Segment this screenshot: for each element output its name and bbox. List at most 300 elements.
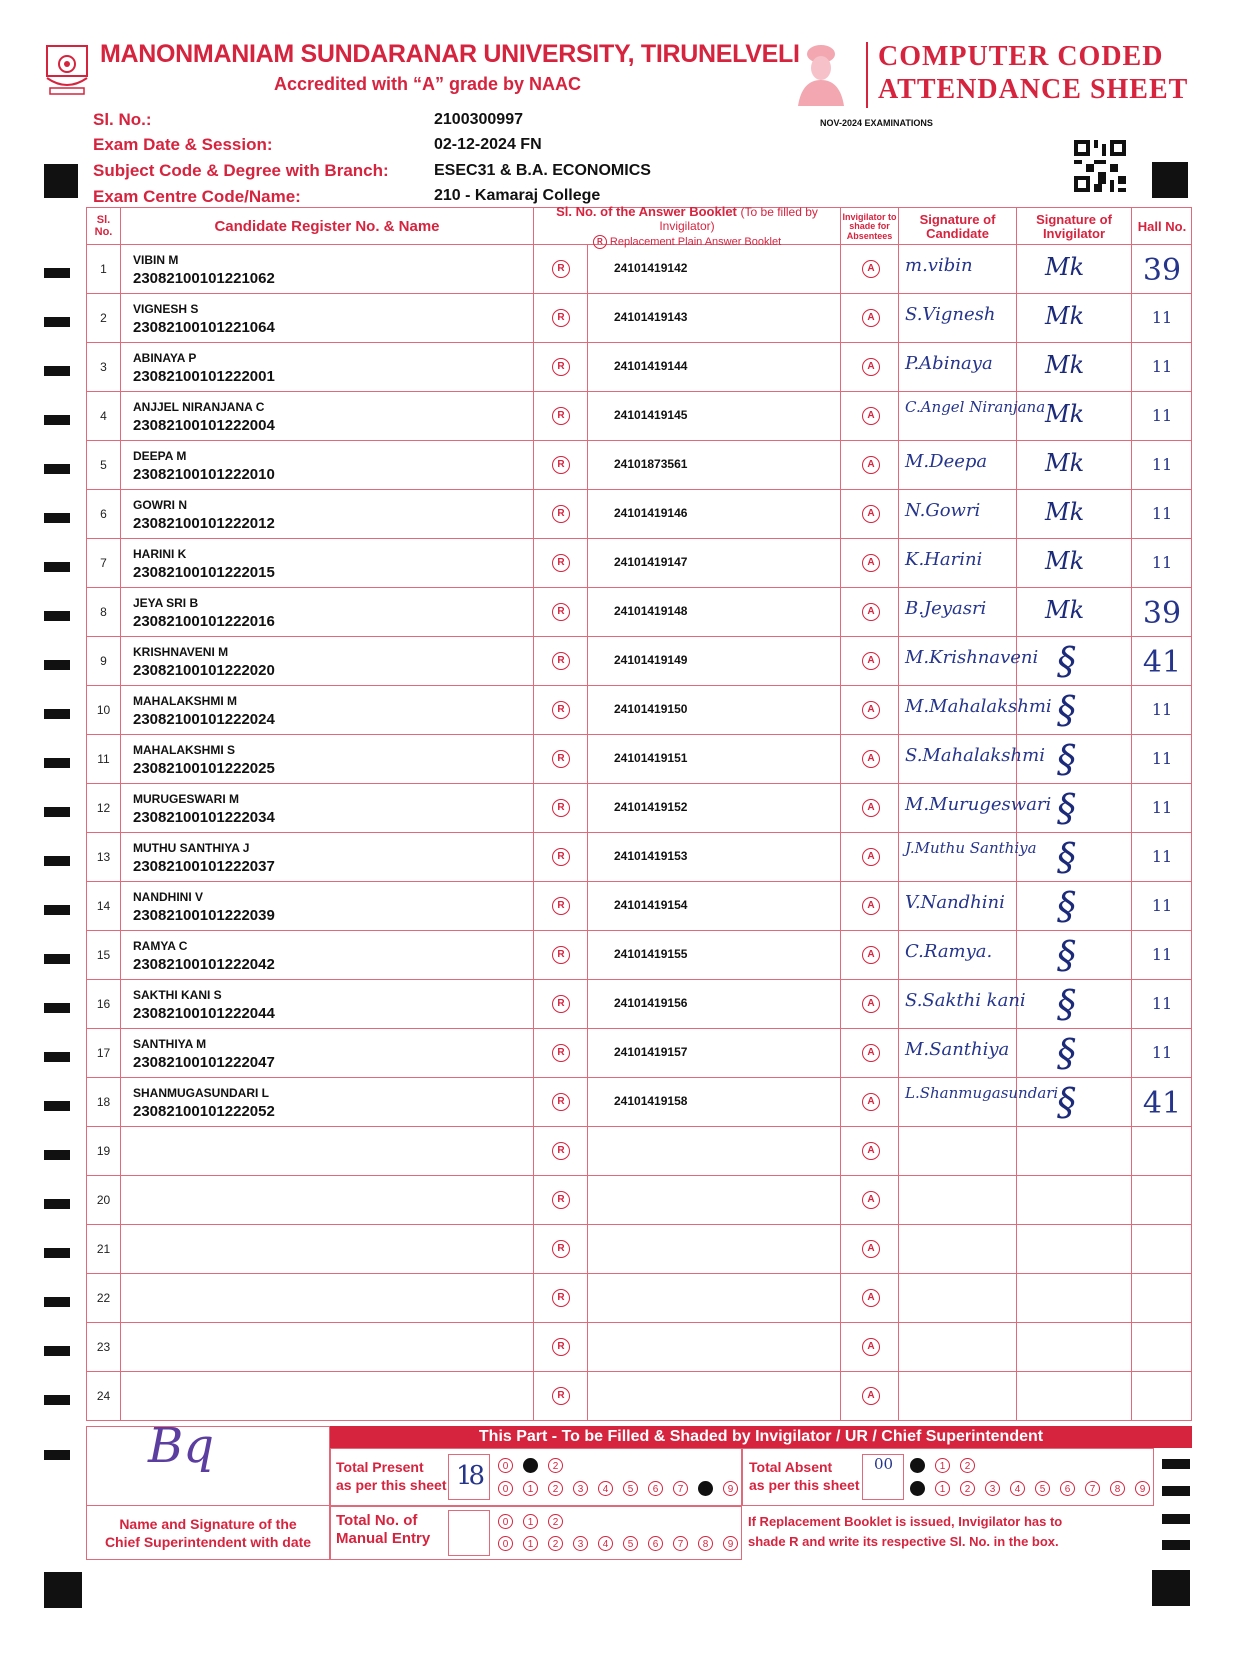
candidate-register-no: 23082100101221062 [133,270,275,287]
row-sl: 11 [87,735,121,783]
header-booklet-note: (To be filled by Invigilator) [659,205,818,233]
candidate-signature: C.Ramya. [905,941,993,962]
row-sl: 20 [87,1176,121,1224]
timing-mark [44,1248,70,1258]
centre-label: Exam Centre Code/Name: [93,187,301,206]
timing-mark [1162,1486,1190,1496]
row-sl: 2 [87,294,121,342]
digit-bubble[interactable]: 9 [1135,1481,1150,1496]
digit-bubble[interactable]: 8 [1110,1481,1125,1496]
absentee-bubble[interactable]: A [862,799,880,817]
replacement-bubble[interactable]: R [552,1191,570,1209]
digit-bubble[interactable]: 7 [673,1536,688,1551]
replacement-bubble[interactable]: R [552,897,570,915]
candidate-name: GOWRI N [133,498,187,512]
replacement-note-line-1: If Replacement Booklet is issued, Invigilator has to [748,1514,1063,1529]
candidate-signature: V.Nandhini [905,892,1005,913]
total-absent-title: Total Absent [749,1459,833,1475]
booklet-number: 24101419144 [614,359,688,373]
total-absent-sub: as per this sheet [749,1477,860,1493]
replacement-bubble[interactable]: R [552,407,570,425]
candidate-name: HARINI K [133,547,187,561]
hall-number: 11 [1151,896,1173,915]
hall-cell [1132,1176,1192,1224]
timing-mark [44,513,70,523]
digit-bubble[interactable]: 1 [523,1458,538,1473]
footer-title-bar: This Part - To be Filled & Shaded by Invigilator / UR / Chief Superintendent [330,1426,1192,1448]
candidate-register-no: 23082100101222047 [133,1054,275,1071]
hall-cell [1132,1323,1192,1371]
replacement-bubble[interactable]: R [552,1387,570,1405]
absentee-bubble[interactable]: A [862,603,880,621]
corner-mark [1152,1570,1190,1606]
row-sl: 12 [87,784,121,832]
timing-mark [44,1346,70,1356]
booklet-number: 24101419154 [614,898,688,912]
header-divider [866,42,868,108]
digit-bubble[interactable]: 3 [985,1481,1000,1496]
timing-mark [44,611,70,621]
hall-number: 11 [1151,455,1173,474]
replacement-bubble[interactable]: R [552,799,570,817]
candidate-name: VIGNESH S [133,302,199,316]
row-sl: 6 [87,490,121,538]
header-replacement: Replacement Plain Answer Booklet [609,235,782,248]
header-sig-invigilator: Signature of Invigilator [1017,208,1132,246]
invigilator-signature-cell [1017,1225,1132,1273]
table-row [86,343,1192,392]
total-present-title: Total Present [336,1459,424,1475]
hall-number: 11 [1151,553,1173,572]
exam-tag: NOV-2024 EXAMINATIONS [820,118,933,128]
row-sl: 24 [87,1372,121,1420]
university-logo-icon [44,44,90,98]
replacement-bubble[interactable]: R [552,603,570,621]
candidate-register-no: 23082100101222024 [133,711,275,728]
booklet-number: 24101419155 [614,947,688,961]
digit-bubble[interactable]: 6 [1060,1481,1075,1496]
candidate-name: RAMYA C [133,939,188,953]
digit-bubble[interactable]: 4 [598,1481,613,1496]
candidate-register-no: 23082100101222034 [133,809,275,826]
invigilator-signature-cell [1017,1176,1132,1224]
replacement-r-icon: R [593,235,607,249]
chief-label-line-2: Chief Superintendent with date [104,1534,312,1550]
candidate-name: SAKTHI KANI S [133,988,222,1002]
timing-mark [44,366,70,376]
table-row [86,1127,1192,1176]
total-present-written: 18 [456,1461,482,1491]
timing-mark [44,268,70,278]
booklet-number: 24101419143 [614,310,688,324]
absentee-bubble[interactable]: A [862,1093,880,1111]
candidate-register-no: 23082100101222016 [133,613,275,630]
hall-number: 11 [1151,700,1173,719]
hall-cell [1132,1372,1192,1420]
booklet-number: 24101419149 [614,653,688,667]
absentee-bubble[interactable]: A [862,554,880,572]
row-sl: 16 [87,980,121,1028]
absentee-bubble[interactable]: A [862,701,880,719]
sheet-title [878,40,1188,106]
absentee-bubble[interactable]: A [862,1289,880,1307]
replacement-bubble[interactable]: R [552,1338,570,1356]
invigilator-signature: § [1057,1031,1076,1075]
replacement-bubble[interactable]: R [552,1093,570,1111]
table-row [86,637,1192,686]
digit-bubble[interactable]: 2 [548,1481,563,1496]
digit-bubble[interactable]: 1 [523,1514,538,1529]
sl-no-value: 2100300997 [434,111,523,128]
hall-number: 11 [1151,1043,1173,1062]
timing-mark [44,905,70,915]
table-row [86,882,1192,931]
accreditation-text: Accredited with “A” grade by NAAC [274,74,582,94]
candidate-name: MURUGESWARI M [133,792,239,806]
timing-mark [1162,1540,1190,1550]
timing-mark [44,807,70,817]
timing-mark [44,1297,70,1307]
digit-bubble[interactable]: 0 [498,1536,513,1551]
manual-entry-label [336,1512,430,1548]
replacement-note-line-2: shade R and write its respective Sl. No. in the box. [748,1534,1059,1549]
manual-entry-write-box [448,1510,490,1556]
invigilator-signature: § [1057,786,1076,830]
table-row [86,784,1192,833]
replacement-note [748,1512,1062,1552]
digit-bubble[interactable]: 7 [673,1481,688,1496]
timing-mark [44,1052,70,1062]
exam-date-value: 02-12-2024 FN [434,136,542,153]
table-row [86,1323,1192,1372]
digit-bubble[interactable]: 1 [935,1481,950,1496]
invigilator-signature: Mk [1045,449,1085,477]
hall-number: 11 [1151,798,1173,817]
candidate-signature: M.Deepa [905,451,988,472]
hall-number: 11 [1151,847,1173,866]
row-candidate-cell [121,1127,534,1175]
row-sl: 8 [87,588,121,636]
table-row [86,1225,1192,1274]
total-present-sub: as per this sheet [336,1477,447,1493]
replacement-bubble[interactable]: R [552,358,570,376]
row-candidate-cell [121,1372,534,1420]
absentee-bubble[interactable]: A [862,1191,880,1209]
digit-bubble[interactable]: 5 [1035,1481,1050,1496]
digit-bubble[interactable]: 3 [573,1536,588,1551]
digit-bubble[interactable]: 5 [623,1536,638,1551]
subject-value: ESEC31 & B.A. ECONOMICS [434,162,651,179]
sheet-title-line-2: ATTENDANCE SHEET [878,74,1189,105]
table-row [86,1029,1192,1078]
table-row [86,980,1192,1029]
absentee-bubble[interactable]: A [862,1044,880,1062]
replacement-bubble[interactable]: R [552,1240,570,1258]
candidate-signature: K.Harini [905,549,983,570]
candidate-name: SHANMUGASUNDARI L [133,1086,269,1100]
digit-bubble[interactable]: 1 [523,1481,538,1496]
candidate-register-no: 23082100101222020 [133,662,275,679]
total-present-label [336,1458,447,1494]
timing-mark [44,709,70,719]
timing-mark [1162,1514,1190,1524]
candidate-signature: L.Shanmugasundari [905,1084,1059,1102]
row-sl: 23 [87,1323,121,1371]
booklet-number: 24101419158 [614,1094,688,1108]
invigilator-signature: Mk [1045,351,1085,379]
hall-number: 41 [1142,645,1182,680]
booklet-cell [588,1225,841,1273]
digit-bubble[interactable]: 4 [1010,1481,1025,1496]
row-sl: 10 [87,686,121,734]
table-row [86,490,1192,539]
candidate-signature: S.Sakthi kani [905,990,1026,1011]
absentee-bubble[interactable]: A [862,897,880,915]
centre-value: 210 - Kamaraj College [434,187,601,204]
hall-number: 11 [1151,406,1173,425]
booklet-number: 24101419146 [614,506,688,520]
table-row [86,441,1192,490]
chief-label [86,1515,330,1551]
booklet-cell [588,1176,841,1224]
absentee-bubble[interactable]: A [862,1142,880,1160]
digit-bubble[interactable]: 0 [498,1481,513,1496]
absentee-bubble[interactable]: A [862,1387,880,1405]
candidate-signature: m.vibin [905,255,973,276]
absentee-bubble[interactable]: A [862,260,880,278]
candidate-signature: M.Mahalakshmi [905,696,1052,717]
header-sig-candidate: Signature of Candidate [899,208,1017,246]
absentee-bubble[interactable]: A [862,505,880,523]
candidate-register-no: 23082100101222052 [133,1103,275,1120]
invigilator-signature: Mk [1045,547,1085,575]
header-sl: Sl. No. [87,208,121,246]
timing-mark [44,1101,70,1111]
hall-number: 11 [1151,749,1173,768]
candidate-register-no: 23082100101221064 [133,319,275,336]
timing-mark [44,660,70,670]
candidate-register-no: 23082100101222037 [133,858,275,875]
replacement-bubble[interactable]: R [552,750,570,768]
digit-bubble[interactable]: 8 [698,1481,713,1496]
digit-bubble[interactable]: 0 [910,1481,925,1496]
digit-bubble[interactable]: 2 [960,1458,975,1473]
replacement-bubble[interactable]: R [552,946,570,964]
hall-number: 11 [1151,504,1173,523]
replacement-bubble[interactable]: R [552,309,570,327]
absentee-bubble[interactable]: A [862,1240,880,1258]
digit-bubble[interactable]: 0 [498,1458,513,1473]
row-sl: 5 [87,441,121,489]
invigilator-signature: § [1057,688,1076,732]
replacement-bubble[interactable]: R [552,260,570,278]
row-candidate-cell [121,1274,534,1322]
digit-bubble[interactable]: 8 [698,1536,713,1551]
absentee-bubble[interactable]: A [862,652,880,670]
invigilator-signature: Mk [1045,253,1085,281]
hall-number: 39 [1142,596,1182,631]
timing-mark [1162,1459,1190,1469]
absentee-bubble[interactable]: A [862,1338,880,1356]
invigilator-signature-cell [1017,1127,1132,1175]
digit-bubble[interactable]: 1 [935,1458,950,1473]
row-sl: 17 [87,1029,121,1077]
absentee-bubble[interactable]: A [862,358,880,376]
digit-bubble[interactable]: 9 [723,1481,738,1496]
header-shade: Invigilator to shade for Absentees [841,208,899,246]
row-sl: 15 [87,931,121,979]
timing-mark [44,415,70,425]
table-header [86,204,1192,248]
candidate-name: KRISHNAVENI M [133,645,229,659]
replacement-bubble[interactable]: R [552,701,570,719]
digit-bubble[interactable]: 0 [910,1458,925,1473]
candidate-register-no: 23082100101222042 [133,956,275,973]
table-row [86,1274,1192,1323]
table-row [86,1372,1192,1421]
invigilator-signature: Mk [1045,302,1085,330]
table-row [86,833,1192,882]
row-sl: 7 [87,539,121,587]
invigilator-signature: § [1057,982,1076,1026]
candidate-register-no: 23082100101222012 [133,515,275,532]
candidate-signature-cell [899,1176,1017,1224]
invigilator-signature: § [1057,884,1076,928]
hall-cell [1132,1225,1192,1273]
table-row [86,245,1192,294]
table-row [86,392,1192,441]
digit-bubble[interactable]: 5 [623,1481,638,1496]
timing-mark [44,758,70,768]
digit-bubble[interactable]: 3 [573,1481,588,1496]
candidate-signature-cell [899,1323,1017,1371]
candidate-register-no: 23082100101222010 [133,466,275,483]
replacement-bubble[interactable]: R [552,995,570,1013]
candidate-signature: J.Muthu Santhiya [905,839,1037,857]
timing-mark [44,1003,70,1013]
invigilator-signature: Mk [1045,498,1085,526]
table-row [86,588,1192,637]
candidate-signature: M.Krishnaveni [905,647,1039,668]
digit-bubble[interactable]: 2 [548,1514,563,1529]
digit-bubble[interactable]: 6 [648,1536,663,1551]
hall-cell [1132,1274,1192,1322]
digit-bubble[interactable]: 2 [548,1536,563,1551]
timing-mark [44,1450,70,1460]
timing-mark [44,1395,70,1405]
replacement-bubble[interactable]: R [552,652,570,670]
replacement-bubble[interactable]: R [552,1289,570,1307]
candidate-name: DEEPA M [133,449,187,463]
replacement-bubble[interactable]: R [552,1142,570,1160]
booklet-number: 24101419156 [614,996,688,1010]
corner-mark [44,1572,82,1608]
digit-bubble[interactable]: 6 [648,1481,663,1496]
digit-bubble[interactable]: 2 [960,1481,975,1496]
booklet-number: 24101419148 [614,604,688,618]
total-absent-written: 00 [874,1455,894,1473]
row-sl: 3 [87,343,121,391]
candidate-register-no: 23082100101222001 [133,368,275,385]
candidate-name: JEYA SRI B [133,596,199,610]
timing-mark [44,1199,70,1209]
table-row [86,294,1192,343]
chief-label-line-1: Name and Signature of the [119,1516,297,1532]
absentee-bubble[interactable]: A [862,309,880,327]
candidate-signature: B.Jeyasri [905,598,987,619]
replacement-bubble[interactable]: R [552,1044,570,1062]
candidate-signature: S.Mahalakshmi [905,745,1045,766]
digit-bubble[interactable]: 2 [548,1458,563,1473]
replacement-bubble[interactable]: R [552,848,570,866]
corner-mark [1152,162,1188,198]
booklet-number: 24101419147 [614,555,688,569]
row-sl: 9 [87,637,121,685]
chief-signature: Bq [148,1418,214,1474]
replacement-bubble[interactable]: R [552,505,570,523]
header-booklet [534,204,841,248]
header-booklet-title: Sl. No. of the Answer Booklet [556,204,737,220]
digit-bubble[interactable]: 9 [723,1536,738,1551]
candidate-register-no: 23082100101222025 [133,760,275,777]
founder-portrait-icon [788,40,854,106]
absentee-bubble[interactable]: A [862,407,880,425]
absentee-bubble[interactable]: A [862,750,880,768]
booklet-cell [588,1323,841,1371]
replacement-bubble[interactable]: R [552,456,570,474]
booklet-number: 24101873561 [614,457,688,471]
digit-bubble[interactable]: 1 [523,1536,538,1551]
sl-no-label: Sl. No.: [93,110,152,129]
timing-mark [44,1150,70,1160]
absentee-bubble[interactable]: A [862,946,880,964]
row-candidate-cell [121,1176,534,1224]
booklet-number: 24101419150 [614,702,688,716]
candidate-name: MAHALAKSHMI S [133,743,235,757]
manual-entry-title: Total No. of [336,1512,418,1529]
digit-bubble[interactable]: 7 [1085,1481,1100,1496]
candidate-signature: C.Angel Niranjana [905,398,1046,416]
candidate-name: MAHALAKSHMI M [133,694,237,708]
candidate-register-no: 23082100101222004 [133,417,275,434]
candidate-name: NANDHINI V [133,890,204,904]
absentee-bubble[interactable]: A [862,456,880,474]
hall-number: 11 [1151,357,1173,376]
absentee-bubble[interactable]: A [862,995,880,1013]
table-row [86,1078,1192,1127]
candidate-signature: P.Abinaya [905,353,993,374]
total-absent-label [749,1458,860,1494]
candidate-signature: S.Vignesh [905,304,996,325]
candidate-signature-cell [899,1372,1017,1420]
row-candidate-cell [121,1323,534,1371]
candidate-signature-cell [899,1225,1017,1273]
timing-mark [44,562,70,572]
booklet-cell [588,1127,841,1175]
row-sl: 19 [87,1127,121,1175]
subject-label: Subject Code & Degree with Branch: [93,161,389,180]
timing-mark [44,317,70,327]
candidate-register-no: 23082100101222039 [133,907,275,924]
replacement-bubble[interactable]: R [552,554,570,572]
row-sl: 22 [87,1274,121,1322]
digit-bubble[interactable]: 4 [598,1536,613,1551]
absentee-bubble[interactable]: A [862,848,880,866]
candidate-signature: M.Santhiya [905,1039,1010,1060]
digit-bubble[interactable]: 0 [498,1514,513,1529]
candidate-register-no: 23082100101222044 [133,1005,275,1022]
university-name: MANONMANIAM SUNDARANAR UNIVERSITY, TIRUNELVELI [100,40,800,68]
